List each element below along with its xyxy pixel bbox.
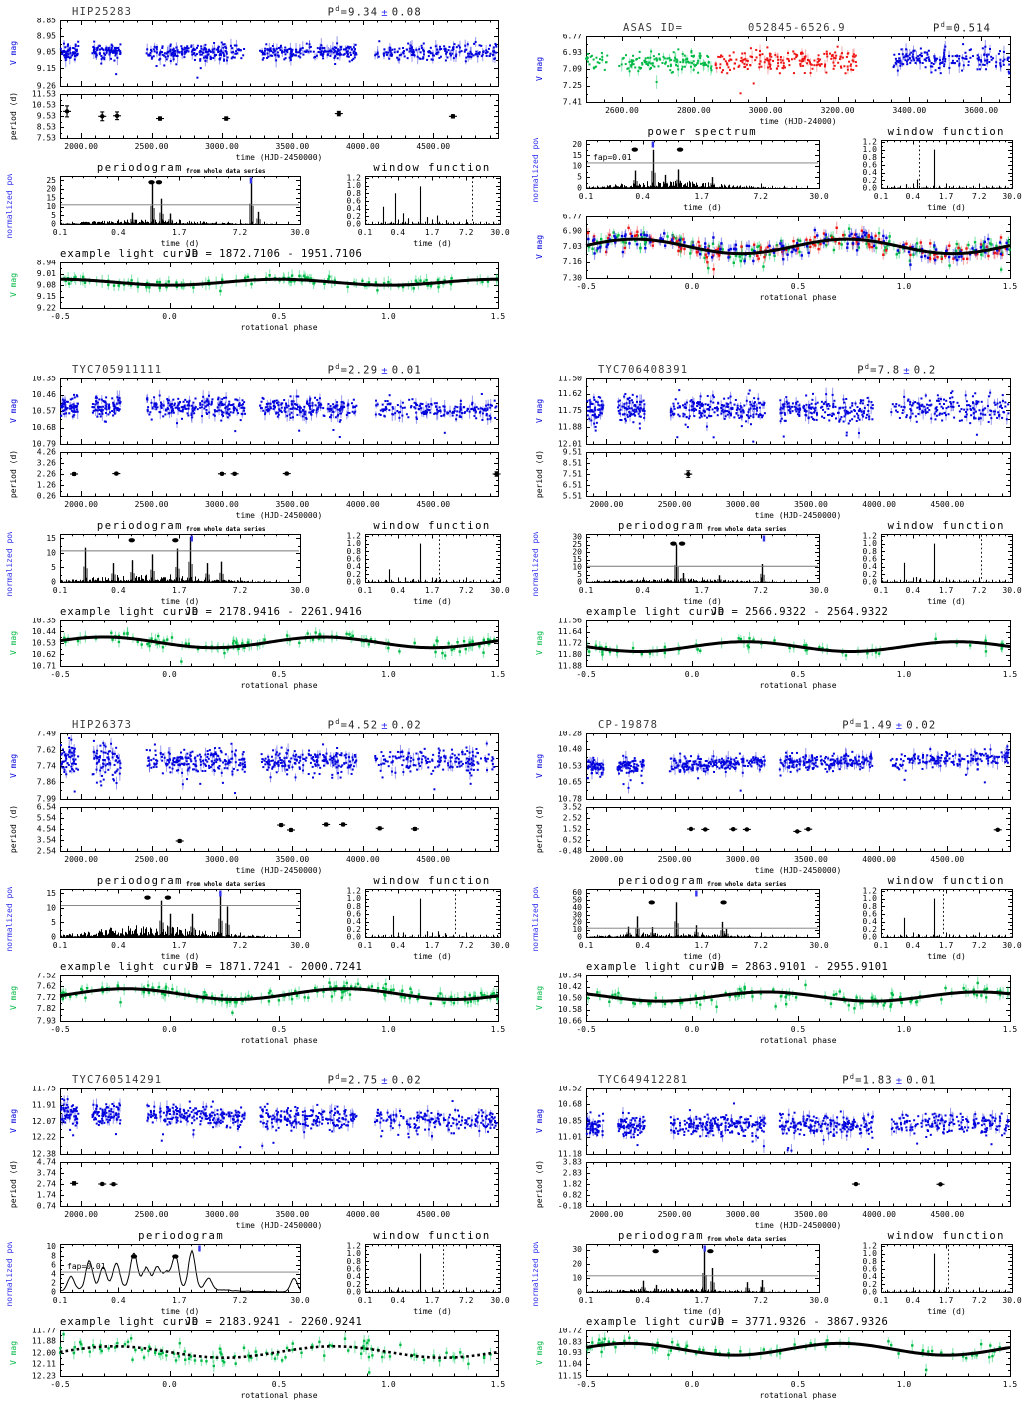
period-error: 0.02 (391, 719, 422, 732)
periodogram-title-text: periodogram (138, 1230, 225, 1242)
periodogram-subtitle: from whole data series (707, 881, 787, 888)
periodogram-title (97, 520, 266, 533)
period-value: =1.49 (855, 719, 893, 732)
phase-folded-lightcurve-plot (528, 973, 1026, 1045)
period-value: =4.52 (340, 719, 379, 732)
periodogram-title-text: periodogram (618, 875, 705, 887)
block-header (528, 719, 1026, 731)
example-title-row (2, 1316, 514, 1328)
plot-title-row (528, 1230, 1026, 1242)
star-block (2, 1074, 514, 1400)
block-header (2, 6, 514, 18)
periodogram-and-window-plot (528, 887, 1026, 961)
jd-range-label: JD = 2183.9241 - 2260.9241 (185, 1316, 363, 1328)
jd-range-label: JD = 2178.9416 - 2261.9416 (185, 606, 363, 618)
periodogram-and-window-plot (2, 532, 514, 606)
periodogram-title-text: periodogram (618, 1230, 705, 1242)
period-value: =9.34 (340, 6, 379, 19)
star-name: HIP25283 (72, 6, 133, 18)
star-block (528, 364, 1026, 690)
period-symbol: P (842, 719, 850, 732)
periodogram-title (618, 520, 787, 533)
period-symbol: P (327, 1074, 336, 1087)
jd-range-label: JD = 1872.7106 - 1951.7106 (185, 248, 363, 260)
plot-title-row (2, 162, 514, 174)
period-label (857, 363, 936, 377)
star-block (2, 719, 514, 1045)
period-symbol: P (933, 22, 941, 35)
window-function-title: window function (887, 126, 1005, 138)
example-lightcurve-title: example light curve (60, 1316, 200, 1328)
period-symbol: P (842, 1074, 850, 1087)
periodogram-and-window-plot (528, 1242, 1026, 1316)
periodogram-title (138, 1230, 224, 1242)
star-name: HIP26373 (72, 719, 133, 731)
periodogram-title (618, 1230, 787, 1243)
window-function-title: window function (887, 520, 1005, 532)
example-title-row (2, 606, 514, 618)
window-function-title: window function (887, 875, 1005, 887)
period-value: =2.29 (340, 364, 379, 377)
phase-folded-lightcurve-plot (2, 618, 514, 690)
period-symbol: P (327, 719, 336, 732)
period-value: =7.8 (870, 364, 901, 377)
period-superscript: d (849, 718, 856, 726)
example-title-row (528, 606, 1026, 618)
plus-minus-sign: ± (903, 364, 911, 377)
periodogram-title-text: power spectrum (647, 126, 758, 138)
star-block (2, 6, 514, 332)
phase-folded-lightcurve-plot (528, 214, 1026, 302)
period-superscript: d (335, 718, 341, 726)
example-lightcurve-title: example light curve (586, 606, 726, 618)
phase-folded-lightcurve-plot (2, 1328, 514, 1400)
lightcurve-and-period-plot (2, 18, 514, 162)
period-superscript: d (335, 1073, 341, 1081)
plot-title-row (528, 875, 1026, 887)
lightcurve-and-period-plot (2, 1086, 514, 1230)
block-header (2, 719, 514, 731)
periodogram-title-text: periodogram (96, 162, 183, 174)
period-symbol: P (857, 364, 865, 377)
example-lightcurve-title: example light curve (586, 961, 726, 973)
period-error: 0.02 (391, 1074, 422, 1087)
window-function-title: window function (373, 520, 491, 532)
plot-title-row (528, 520, 1026, 532)
period-superscript: d (849, 1073, 856, 1081)
lightcurve-and-period-plot (2, 731, 514, 875)
period-value: =1.83 (855, 1074, 893, 1087)
jd-range-label: JD = 3771.9326 - 3867.9326 (711, 1316, 889, 1328)
period-superscript: d (335, 363, 341, 371)
example-title-row (528, 961, 1026, 973)
star-name: CP-19878 (598, 719, 659, 731)
periodogram-subtitle: from whole data series (185, 168, 266, 175)
lightcurve-and-period-plot (528, 34, 1026, 126)
period-symbol: P (327, 364, 336, 377)
plus-minus-sign: ± (381, 1074, 389, 1087)
periodogram-subtitle: from whole data series (707, 526, 787, 533)
period-label (933, 21, 991, 35)
star-block (2, 364, 514, 690)
example-title-row (2, 248, 514, 260)
phase-folded-lightcurve-plot (2, 973, 514, 1045)
block-header (2, 1074, 514, 1086)
window-function-title: window function (373, 162, 491, 174)
star-name: TYC706408391 (598, 364, 689, 376)
periodogram-subtitle: from whole data series (707, 1236, 787, 1243)
star-block (528, 1074, 1026, 1400)
block-header (528, 364, 1026, 376)
example-lightcurve-title: example light curve (586, 1316, 726, 1328)
period-label (328, 5, 422, 19)
plus-minus-sign: ± (895, 719, 904, 732)
block-header (528, 1074, 1026, 1086)
lightcurve-and-period-plot (528, 731, 1026, 875)
period-error: 0.02 (906, 719, 937, 732)
example-lightcurve-title: example light curve (60, 248, 200, 260)
period-error: 0.01 (906, 1074, 937, 1087)
period-label (328, 1073, 422, 1087)
window-function-title: window function (887, 1230, 1005, 1242)
window-function-title: window function (373, 1230, 491, 1242)
period-value: =0.514 (946, 22, 992, 35)
example-title-row (528, 1316, 1026, 1328)
periodogram-title-text: periodogram (96, 520, 183, 532)
example-lightcurve-title: example light curve (60, 961, 200, 973)
phase-folded-lightcurve-plot (2, 260, 514, 332)
period-label (328, 363, 422, 377)
periodogram-and-window-plot (2, 1242, 514, 1316)
star-id: 052845-6526.9 (748, 22, 846, 34)
jd-range-label: JD = 2566.9322 - 2564.9322 (711, 606, 889, 618)
lightcurve-and-period-plot (2, 376, 514, 520)
example-lightcurve-title: example light curve (60, 606, 200, 618)
period-label (842, 718, 936, 732)
periodogram-title (97, 875, 266, 888)
periodogram-title (97, 162, 266, 175)
periodogram-title-text: periodogram (96, 875, 183, 887)
star-block (528, 719, 1026, 1045)
periodogram-title (618, 875, 787, 888)
lightcurve-and-period-plot (528, 1086, 1026, 1230)
period-superscript: d (864, 363, 871, 371)
jd-range-label: JD = 2863.9101 - 2955.9101 (711, 961, 889, 973)
plus-minus-sign: ± (381, 6, 389, 19)
phase-folded-lightcurve-plot (528, 618, 1026, 690)
plus-minus-sign: ± (895, 1074, 904, 1087)
plus-minus-sign: ± (381, 364, 389, 377)
period-value: =2.75 (340, 1074, 379, 1087)
periodogram-title-text: periodogram (618, 520, 705, 532)
example-title-row (2, 961, 514, 973)
period-error: 0.2 (913, 364, 937, 377)
period-label (328, 718, 422, 732)
period-symbol: P (327, 6, 336, 19)
star-name: TYC705911111 (72, 364, 163, 376)
period-label (842, 1073, 936, 1087)
plot-title-row (528, 126, 1026, 138)
star-name: TYC760514291 (72, 1074, 163, 1086)
plot-title-row (2, 875, 514, 887)
periodogram-and-window-plot (528, 138, 1026, 212)
plot-title-row (2, 1230, 514, 1242)
plus-minus-sign: ± (381, 719, 389, 732)
star-name: ASAS ID= (623, 22, 684, 34)
periodogram-and-window-plot (528, 532, 1026, 606)
block-header (528, 22, 1026, 34)
periodogram-subtitle: from whole data series (185, 526, 266, 533)
periodogram-and-window-plot (2, 174, 514, 248)
star-block (528, 6, 1026, 302)
phase-folded-lightcurve-plot (528, 1328, 1026, 1400)
star-name: TYC649412281 (598, 1074, 689, 1086)
periodogram-and-window-plot (2, 887, 514, 961)
window-function-title: window function (373, 875, 491, 887)
plot-title-row (2, 520, 514, 532)
periodogram-title (648, 126, 758, 138)
jd-range-label: JD = 1871.7241 - 2000.7241 (185, 961, 363, 973)
period-error: 0.01 (391, 364, 422, 377)
lightcurve-and-period-plot (528, 376, 1026, 520)
period-superscript: d (940, 21, 946, 29)
period-superscript: d (335, 5, 341, 13)
period-error: 0.08 (391, 6, 422, 19)
periodogram-subtitle: from whole data series (185, 881, 266, 888)
block-header (2, 364, 514, 376)
